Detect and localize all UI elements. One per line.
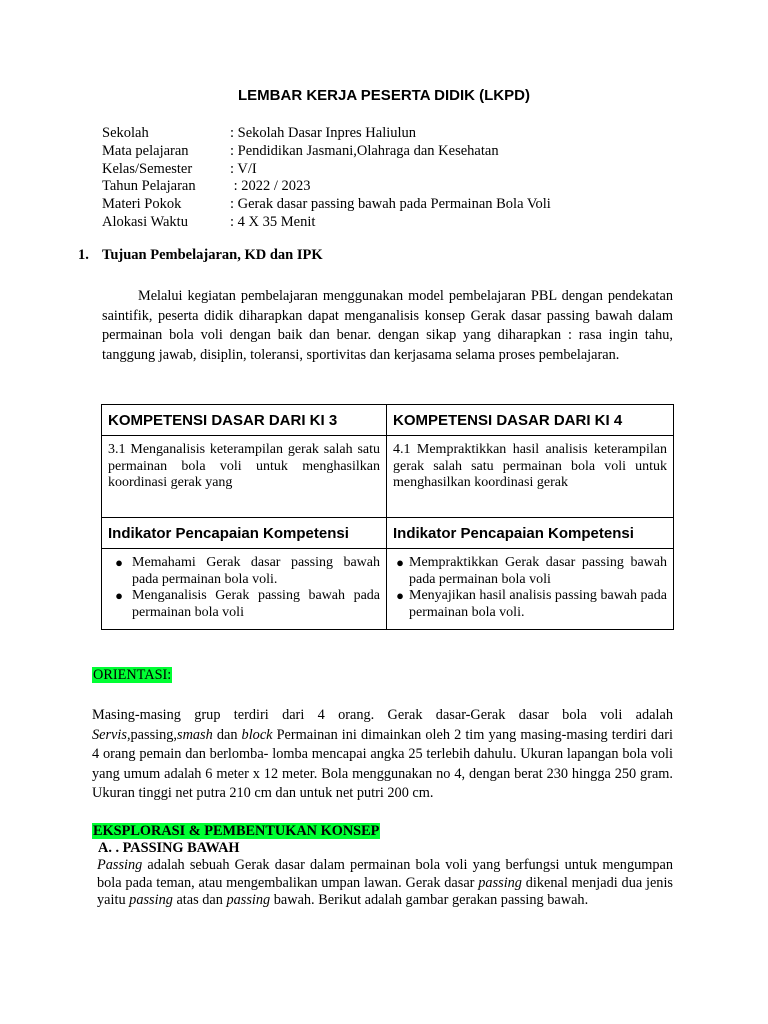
- text-run: atas dan: [172, 892, 227, 908]
- passing-paragraph: [97, 857, 673, 910]
- bullet-icon: ●: [396, 555, 404, 570]
- ipk3-list: [106, 555, 380, 621]
- list-item: [106, 588, 380, 621]
- list-item-text: Menyajikan hasil analisis passing bawah pada permainan bola voli.: [409, 588, 667, 620]
- objectives-text: Melalui kegiatan pembelajaran menggunakan model pembelajaran PBL dengan pendekatan saintifik, peserta didik diharapkan dapat menganalisis konsep Gerak dasar passing bawah dalam permainan bola voli dengan baik dan benar. dengan sikap yang diharapkan : rasa ingin tahu, tanggung jawab, disiplin, toleransi, sportivitas dan kerjasama selama proses pembelajaran.: [102, 288, 673, 363]
- text-run: Permainan ini dimainkan oleh 2 tim yang masing-masing terdiri dari 4 orang pemain dan berlomba- lomba mencapai angka 25 terlebih dahulu. Ukuran lapangan bola voli yang umum adalah 6 meter x 12 meter. Bola menggunakan no 4, dengan berat 230 hingga 250 gram. Ukuran tinggi net putra 210 cm dan untuk net putri 200 cm.: [92, 726, 673, 801]
- school-info-block: [102, 125, 551, 232]
- section-heading-objectives: [78, 247, 323, 264]
- italic-term: block: [241, 726, 273, 743]
- list-item-text: Menganalisis Gerak passing bawah pada permainan bola voli: [132, 588, 380, 620]
- ipk4-list: [391, 555, 667, 621]
- kd4-text: 4.1 Mempraktikkan hasil analisis keterampilan gerak salah satu permainan bola voli untuk menghasilkan koordinasi gerak: [387, 436, 674, 518]
- info-key: Tahun Pelajaran: [102, 178, 196, 195]
- section-title: Tujuan Pembelajaran, KD dan IPK: [102, 247, 323, 263]
- info-row-subject: [102, 143, 551, 161]
- eksplorasi-heading: [92, 823, 380, 840]
- subsection-heading: A. . PASSING BAWAH: [98, 840, 240, 856]
- list-item: [391, 588, 667, 621]
- text-run: dan: [212, 726, 242, 743]
- info-key: Materi Pokok: [102, 196, 182, 213]
- page-title: LEMBAR KERJA PESERTA DIDIK (LKPD): [238, 87, 530, 104]
- info-row-time: [102, 214, 551, 232]
- bullet-icon: ●: [115, 555, 123, 570]
- text-run: dikenal menjadi dua jenis yaitu: [97, 874, 673, 908]
- italic-term: Servis: [92, 726, 127, 743]
- text-run: Masing-masing grup terdiri dari 4 orang. Gerak dasar-Gerak dasar bola voli adalah: [92, 707, 673, 723]
- info-key: Sekolah: [102, 125, 149, 141]
- ipk4-header: Indikator Pencapaian Kompetensi: [387, 518, 674, 549]
- info-value: : 4 X 35 Menit: [230, 213, 316, 230]
- info-key: Alokasi Waktu: [102, 213, 188, 230]
- competency-table: [101, 404, 674, 630]
- ipk4-list-cell: [387, 549, 674, 630]
- italic-term: Passing: [97, 857, 143, 873]
- italic-term: passing: [478, 874, 522, 891]
- italic-term: passing: [129, 892, 173, 908]
- eksplorasi-label: EKSPLORASI & PEMBENTUKAN KONSEP: [93, 823, 380, 839]
- kd3-text: 3.1 Menganalisis keterampilan gerak salah satu permainan bola voli untuk menghasilkan koordinasi gerak yang: [102, 436, 387, 518]
- orientasi-paragraph: [92, 706, 673, 804]
- kd3-header: KOMPETENSI DASAR DARI KI 3: [102, 405, 387, 436]
- info-key: Mata pelajaran: [102, 142, 189, 159]
- orientasi-heading: [92, 667, 172, 684]
- ipk3-header: Indikator Pencapaian Kompetensi: [102, 518, 387, 549]
- ipk3-list-cell: [102, 549, 387, 630]
- info-value: : V/I: [230, 160, 257, 177]
- objectives-paragraph: [102, 287, 673, 365]
- info-value: : 2022 / 2023: [230, 178, 311, 195]
- text-run: ,passing,: [126, 726, 177, 743]
- orientasi-label: ORIENTASI:: [93, 667, 172, 683]
- info-key: Kelas/Semester: [102, 160, 193, 177]
- info-value: : Sekolah Dasar Inpres Haliulun: [230, 125, 417, 141]
- list-item-text: Mempraktikkan Gerak dasar passing bawah pada permainan bola voli: [409, 555, 667, 587]
- info-row-year: [102, 178, 551, 196]
- list-item-text: Memahami Gerak dasar passing bawah pada permainan bola voli.: [132, 555, 380, 587]
- list-item: [106, 555, 380, 588]
- italic-term: smash: [177, 726, 213, 743]
- italic-term: passing: [226, 892, 271, 908]
- info-value: : Gerak dasar passing bawah pada Permainan Bola Voli: [230, 196, 551, 213]
- bullet-icon: ●: [115, 588, 123, 603]
- bullet-icon: ●: [396, 588, 404, 603]
- info-row-school: [102, 125, 551, 143]
- text-run: bawah. Berikut adalah gambar gerakan passing bawah.: [270, 892, 589, 908]
- section-number: 1.: [78, 247, 89, 263]
- info-row-class: [102, 161, 551, 179]
- info-value: : Pendidikan Jasmani,Olahraga dan Kesehatan: [230, 142, 499, 159]
- kd4-header: KOMPETENSI DASAR DARI KI 4: [387, 405, 674, 436]
- text-run: adalah sebuah Gerak dasar dalam permainan bola voli yang berfungsi untuk mengumpan bola pada teman, atau mengembalikan umpan lawan. Gerak dasar: [97, 857, 673, 891]
- list-item: [391, 555, 667, 588]
- info-row-topic: [102, 196, 551, 214]
